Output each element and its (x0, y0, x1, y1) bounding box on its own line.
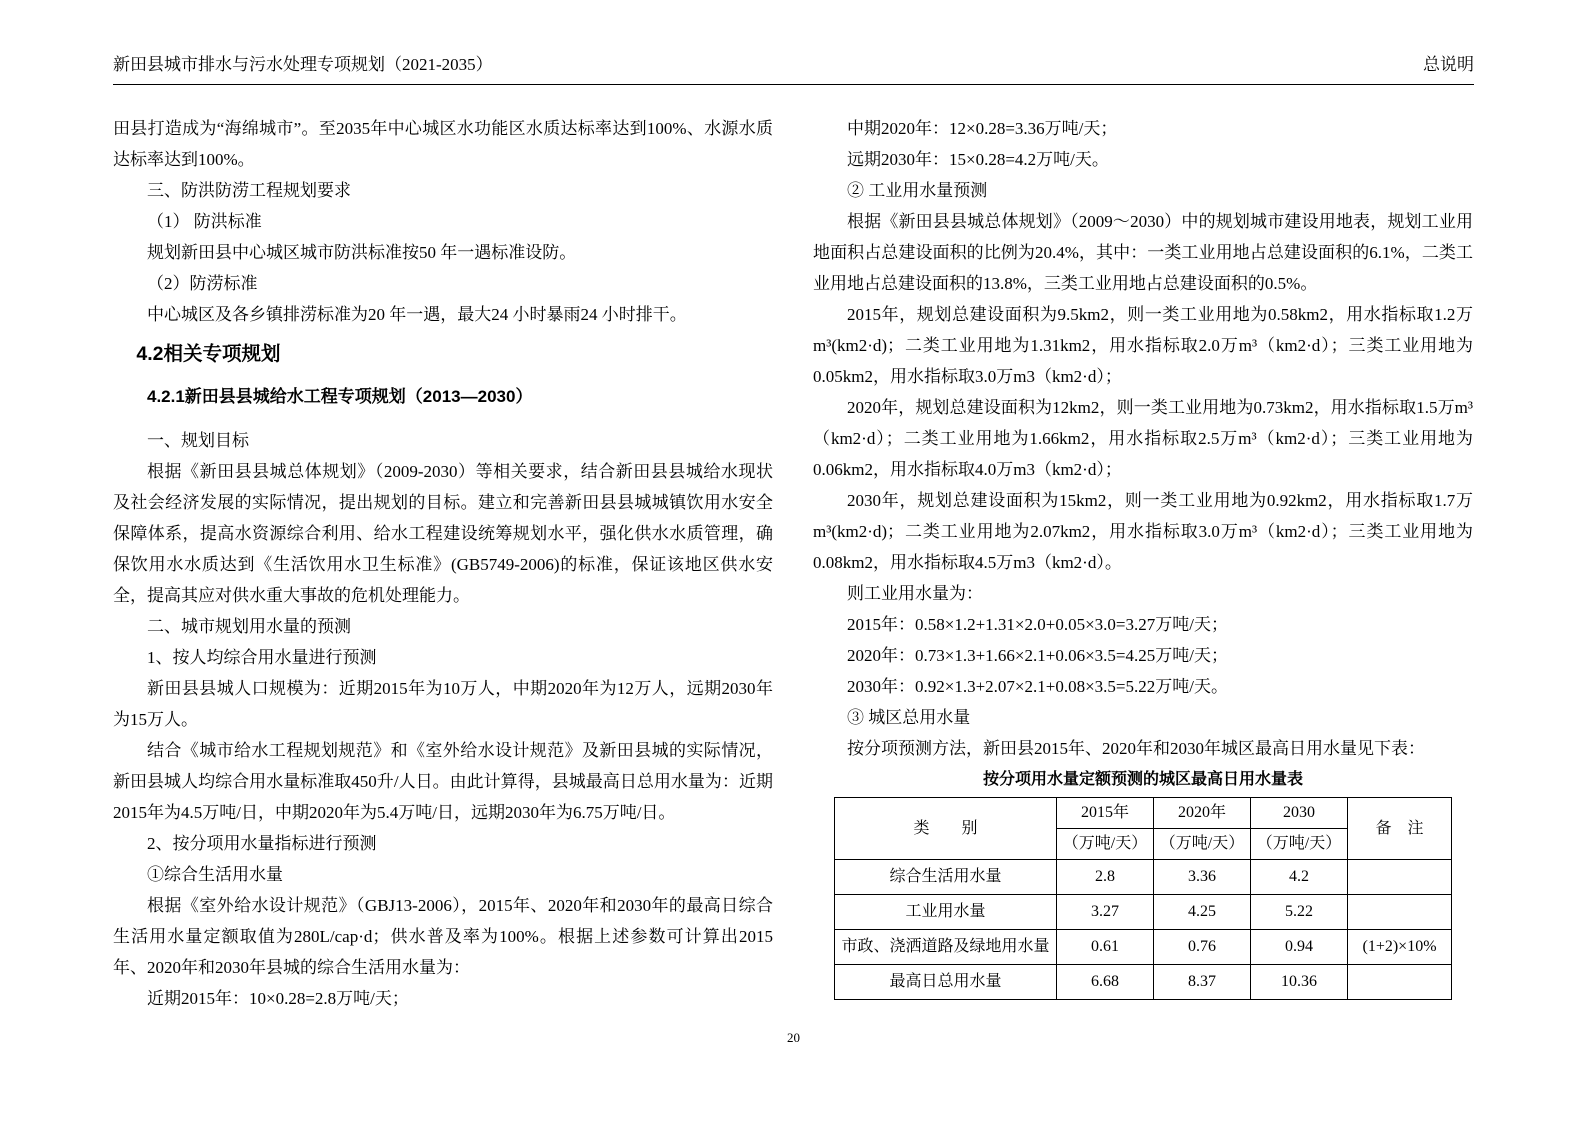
heading-total-urban-water: ③ 城区总用水量 (847, 708, 971, 727)
cell-value: 0.94 (1251, 930, 1348, 965)
table-header-year-2015: 2015年 (1057, 798, 1154, 829)
document-title: 新田县城市排水与污水处理专项规划（2021-2035） (113, 55, 493, 74)
paragraph-industrial-calc-2020: 2020年：0.73×1.3+1.66×2.1+0.06×3.5=4.25万吨/天； (847, 646, 1228, 665)
heading-industrial-water-result: 则工业用水量为： (847, 584, 983, 603)
cell-note: (1+2)×10% (1348, 930, 1452, 965)
paragraph-flood-standard: 规划新田县中心城区城市防洪标准按50 年一遇标准设防。 (147, 243, 577, 262)
cell-note (1348, 860, 1452, 895)
row-label: 最高日总用水量 (835, 965, 1057, 1000)
cell-note (1348, 965, 1452, 1000)
right-column (813, 113, 1473, 1014)
header-section-label: 总说明 (1423, 55, 1474, 74)
paragraph-drainage-standard: 中心城区及各乡镇排涝标准为20 年一遇，最大24 小时暴雨24 小时排干。 (147, 305, 687, 324)
paragraph-table-intro: 按分项预测方法，新田县2015年、2020年和2030年城区最高日用水量见下表： (847, 739, 1425, 758)
paragraph-industrial-land-ratio: 根据《新田县县城总体规划》（2009～2030）中的规划城市建设用地表，规划工业用地面积占总建设面积的比例为20.4%，其中：一类工业用地占总建设面积的6.1%，二类工业用地占总建设面积的13.8%，三类工业用地占总建设面积的0.5%。 (813, 212, 1473, 293)
row-label: 市政、浇洒道路及绿地用水量 (835, 930, 1057, 965)
table-header-row-years (835, 798, 1452, 829)
paragraph-per-capita-calculation: 结合《城市给水工程规划规范》和《室外给水设计规范》及新田县城的实际情况，新田县城人均综合用水量标准取450升/人日。由此计算得，县城最高日总用水量为：近期2015年为4.5万吨/日，中期2020年为5.4万吨/日，远期2030年为6.75万吨/日。 (113, 741, 773, 822)
cell-value: 8.37 (1154, 965, 1251, 1000)
paragraph-industrial-2015: 2015年，规划总建设面积为9.5km2，则一类工业用地为0.58km2，用水指标取1.2万m³(km2·d)；二类工业用地为1.31km2，用水指标取2.0万m³（km2·d）；三类工业用地为0.05km2，用水指标取3.0万m3（km2·d）； (813, 305, 1473, 386)
cell-value: 0.61 (1057, 930, 1154, 965)
heading-industrial-water-forecast: ② 工业用水量预测 (847, 181, 988, 200)
cell-value: 2.8 (1057, 860, 1154, 895)
table-title: 按分项用水量定额预测的城区最高日用水量表 (982, 771, 1303, 788)
heading-water-demand-forecast: 二、城市规划用水量的预测 (147, 617, 351, 636)
heading-planning-goal: 一、规划目标 (147, 431, 249, 450)
subsection-heading-4-2-1: 4.2.1新田县县城给水工程专项规划（2013—2030） (147, 387, 533, 406)
page-header (113, 50, 1474, 85)
heading-domestic-water: ①综合生活用水量 (147, 865, 283, 884)
table-row-municipal (835, 930, 1452, 965)
left-column (113, 113, 773, 1014)
paragraph-sponge-city: 田县打造成为“海绵城市”。至2035年中心城区水功能区水质达标率达到100%、水源水质达标率达到100%。 (113, 119, 773, 169)
row-label: 综合生活用水量 (835, 860, 1057, 895)
table-row-total (835, 965, 1452, 1000)
heading-flood-control-requirements: 三、防洪防涝工程规划要求 (147, 181, 351, 200)
content-columns (113, 113, 1474, 1014)
cell-note (1348, 895, 1452, 930)
row-label: 工业用水量 (835, 895, 1057, 930)
paragraph-industrial-2030: 2030年，规划总建设面积为15km2，则一类工业用地为0.92km2，用水指标取1.7万m³(km2·d)；二类工业用地为2.07km2，用水指标取3.0万m³（km2·d）；三类工业用地为0.08km2，用水指标取4.5万m3（km2·d）。 (813, 491, 1473, 572)
cell-value: 3.36 (1154, 860, 1251, 895)
heading-flood-standard: （1） 防洪标准 (147, 212, 262, 231)
table-header-category: 类 别 (835, 798, 1057, 860)
cell-value: 6.68 (1057, 965, 1154, 1000)
water-usage-table (834, 797, 1452, 1000)
table-header-unit-2020: （万吨/天） (1154, 829, 1251, 860)
paragraph-domestic-water-quota: 根据《室外给水设计规范》（GBJ13-2006），2015年、2020年和2030年的最高日综合生活用水量定额取值为280L/cap·d；供水普及率为100%。根据上述参数可计算出2015年、2020年和2030年县城的综合生活用水量为： (113, 896, 773, 977)
paragraph-industrial-calc-2015: 2015年：0.58×1.2+1.31×2.0+0.05×3.0=3.27万吨/天； (847, 615, 1228, 634)
table-row-domestic (835, 860, 1452, 895)
cell-value: 0.76 (1154, 930, 1251, 965)
table-header-note: 备 注 (1348, 798, 1452, 860)
table-header-year-2020: 2020年 (1154, 798, 1251, 829)
table-row-industrial (835, 895, 1452, 930)
table-header-unit-2030: （万吨/天） (1251, 829, 1348, 860)
table-header-unit-2015: （万吨/天） (1057, 829, 1154, 860)
paragraph-industrial-calc-2030: 2030年：0.92×1.3+2.07×2.1+0.08×3.5=5.22万吨/天。 (847, 677, 1228, 696)
cell-value: 10.36 (1251, 965, 1348, 1000)
cell-value: 4.2 (1251, 860, 1348, 895)
section-heading-4-2: 4.2相关专项规划 (136, 343, 281, 365)
heading-itemized-forecast: 2、按分项用水量指标进行预测 (147, 834, 377, 853)
paragraph-industrial-2020: 2020年，规划总建设面积为12km2，则一类工业用地为0.73km2，用水指标取1.5万m³（km2·d）；二类工业用地为1.66km2，用水指标取2.5万m³（km2·d）；三类工业用地为0.06km2，用水指标取4.0万m3（km2·d）； (813, 398, 1473, 479)
table-header-year-2030: 2030 (1251, 798, 1348, 829)
paragraph-planning-goal: 根据《新田县县城总体规划》（2009-2030）等相关要求，结合新田县县城给水现状及社会经济发展的实际情况，提出规划的目标。建立和完善新田县县城城镇饮用水安全保障体系，提高水资源综合利用、给水工程建设统筹规划水平，强化供水水质管理，确保饮用水水质达到《生活饮用水卫生标准》(GB5749-2006)的标准，保证该地区供水安全，提高其应对供水重大事故的危机处理能力。 (113, 462, 773, 605)
cell-value: 3.27 (1057, 895, 1154, 930)
cell-value: 4.25 (1154, 895, 1251, 930)
paragraph-population-scale: 新田县县城人口规模为：近期2015年为10万人，中期2020年为12万人，远期2030年为15万人。 (113, 679, 773, 729)
cell-value: 5.22 (1251, 895, 1348, 930)
page-number: 20 (787, 1030, 800, 1045)
heading-per-capita-forecast: 1、按人均综合用水量进行预测 (147, 648, 377, 667)
paragraph-2020-domestic-calc: 中期2020年：12×0.28=3.36万吨/天； (847, 119, 1118, 138)
paragraph-2030-domestic-calc: 远期2030年：15×0.28=4.2万吨/天。 (847, 150, 1109, 169)
paragraph-2015-domestic-calc: 近期2015年：10×0.28=2.8万吨/天； (147, 989, 409, 1008)
heading-drainage-standard: （2）防涝标准 (147, 274, 258, 293)
